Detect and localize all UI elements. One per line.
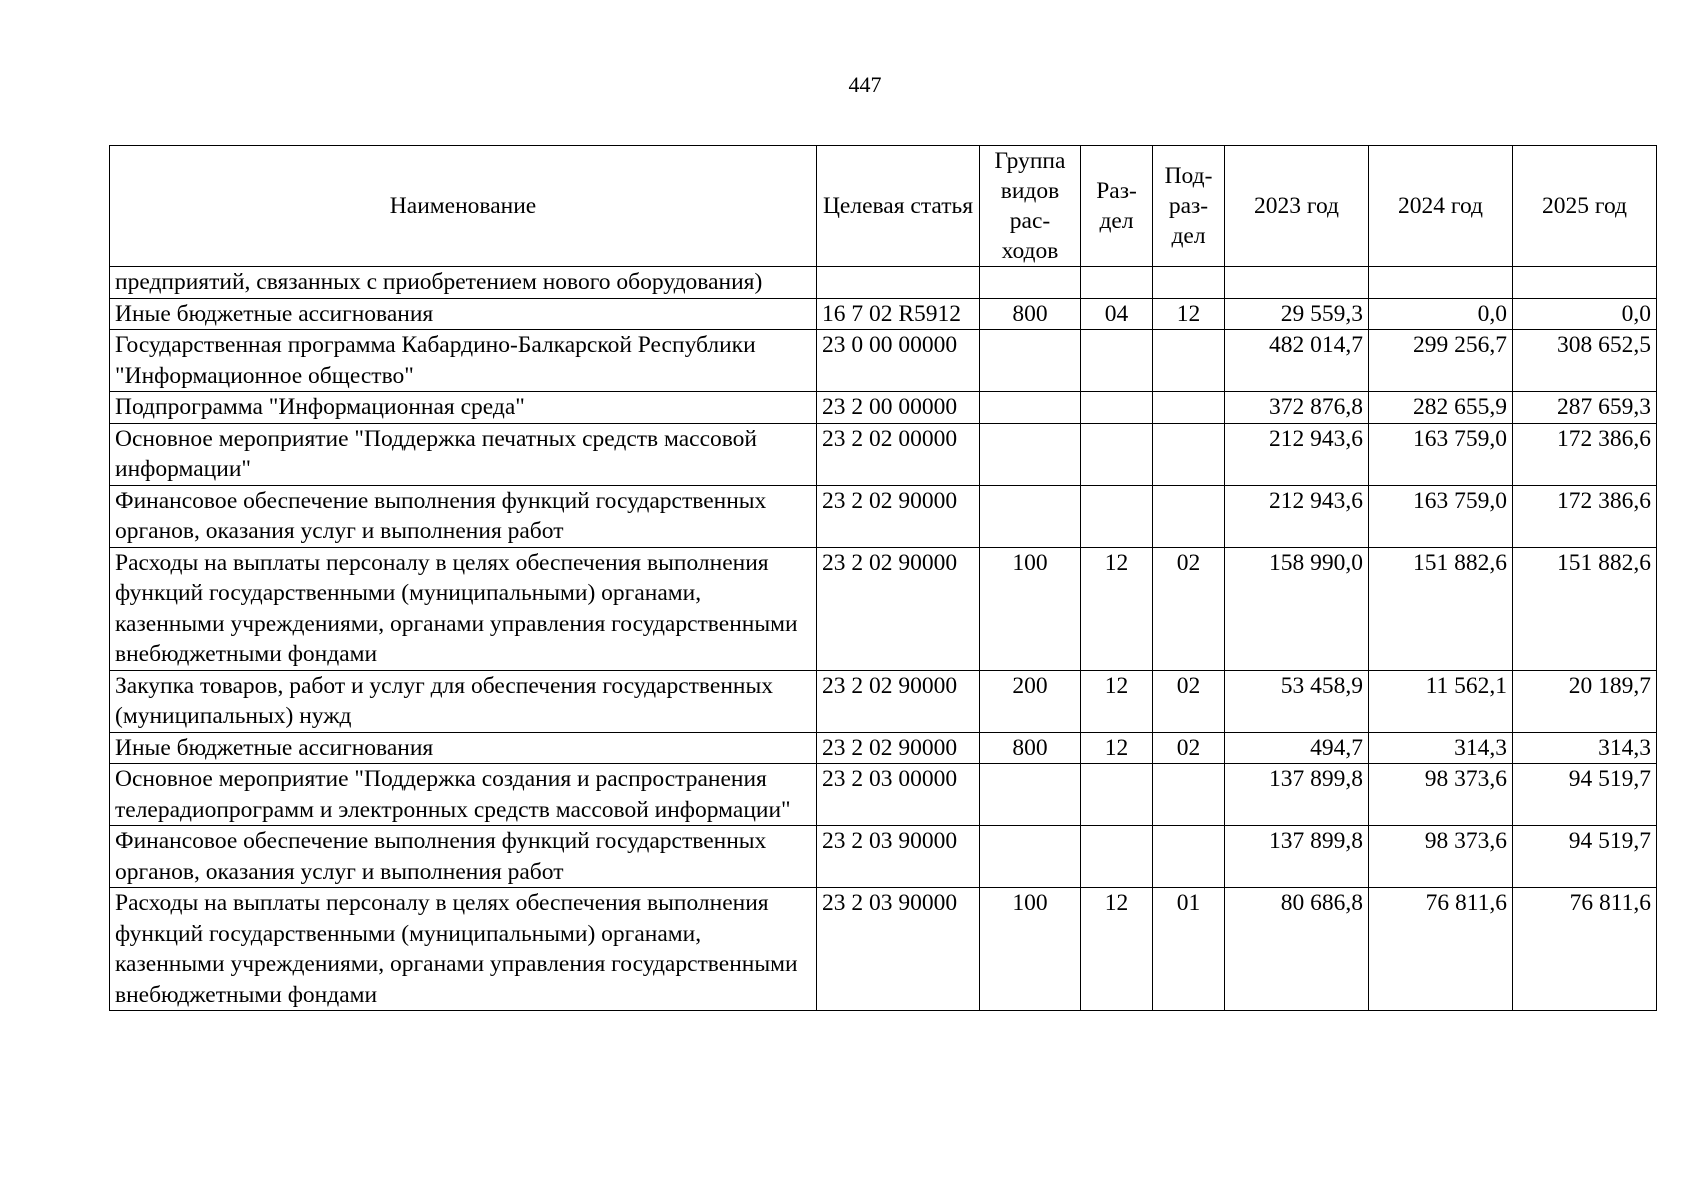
cell-year-2023: 137 899,8	[1225, 764, 1369, 826]
cell-subsection	[1153, 330, 1225, 392]
cell-year-2025: 287 659,3	[1513, 392, 1657, 424]
cell-target-article	[817, 267, 980, 299]
cell-name: предприятий, связанных с приобретением нового оборудования)	[110, 267, 817, 299]
cell-year-2025: 172 386,6	[1513, 423, 1657, 485]
cell-expense-group	[980, 267, 1081, 299]
cell-year-2023: 212 943,6	[1225, 423, 1369, 485]
cell-target-article: 23 2 03 00000	[817, 764, 980, 826]
table-row	[110, 267, 1657, 299]
cell-name: Основное мероприятие "Поддержка печатных средств массовой информации"	[110, 423, 817, 485]
cell-target-article: 23 2 02 00000	[817, 423, 980, 485]
header-target-article: Целевая статья	[817, 146, 980, 267]
cell-subsection: 02	[1153, 732, 1225, 764]
budget-table	[109, 145, 1657, 1011]
cell-year-2025: 0,0	[1513, 298, 1657, 330]
cell-year-2023: 158 990,0	[1225, 547, 1369, 670]
table-header-row	[110, 146, 1657, 267]
header-year-2024: 2024 год	[1369, 146, 1513, 267]
cell-subsection	[1153, 485, 1225, 547]
cell-target-article: 23 2 03 90000	[817, 826, 980, 888]
cell-subsection	[1153, 423, 1225, 485]
table-row	[110, 888, 1657, 1011]
cell-expense-group: 800	[980, 732, 1081, 764]
cell-section	[1081, 392, 1153, 424]
cell-year-2024: 76 811,6	[1369, 888, 1513, 1011]
cell-section	[1081, 423, 1153, 485]
cell-year-2023: 482 014,7	[1225, 330, 1369, 392]
page-number: 447	[848, 72, 882, 97]
table-row	[110, 423, 1657, 485]
cell-name: Финансовое обеспечение выполнения функций государственных органов, оказания услуг и выполнения работ	[110, 485, 817, 547]
cell-name: Закупка товаров, работ и услуг для обеспечения государственных (муниципальных) нужд	[110, 670, 817, 732]
cell-subsection	[1153, 267, 1225, 299]
cell-name: Государственная программа Кабардино-Балкарской Республики "Информационное общество"	[110, 330, 817, 392]
cell-year-2023: 80 686,8	[1225, 888, 1369, 1011]
cell-year-2024	[1369, 267, 1513, 299]
header-expense-group: Группа видов рас-ходов	[980, 146, 1081, 267]
table-row	[110, 485, 1657, 547]
header-section: Раз-дел	[1081, 146, 1153, 267]
cell-expense-group: 100	[980, 888, 1081, 1011]
cell-year-2023: 29 559,3	[1225, 298, 1369, 330]
cell-section: 12	[1081, 732, 1153, 764]
header-year-2025: 2025 год	[1513, 146, 1657, 267]
cell-name: Расходы на выплаты персоналу в целях обеспечения выполнения функций государственными (муниципальными) органами, казенными учреждениями, органами управления государственными внебюджетными фондами	[110, 547, 817, 670]
cell-year-2025: 94 519,7	[1513, 826, 1657, 888]
cell-subsection: 02	[1153, 670, 1225, 732]
cell-section: 04	[1081, 298, 1153, 330]
table-body	[110, 267, 1657, 1011]
cell-section: 12	[1081, 547, 1153, 670]
cell-year-2024: 163 759,0	[1369, 423, 1513, 485]
cell-section	[1081, 267, 1153, 299]
header-subsection: Под-раз-дел	[1153, 146, 1225, 267]
cell-year-2024: 151 882,6	[1369, 547, 1513, 670]
cell-target-article: 23 0 00 00000	[817, 330, 980, 392]
cell-name: Подпрограмма "Информационная среда"	[110, 392, 817, 424]
cell-year-2025: 76 811,6	[1513, 888, 1657, 1011]
cell-subsection	[1153, 392, 1225, 424]
cell-subsection: 12	[1153, 298, 1225, 330]
cell-expense-group	[980, 764, 1081, 826]
cell-year-2025: 314,3	[1513, 732, 1657, 764]
table-row	[110, 392, 1657, 424]
cell-target-article: 16 7 02 R5912	[817, 298, 980, 330]
table-row	[110, 670, 1657, 732]
cell-year-2024: 314,3	[1369, 732, 1513, 764]
cell-year-2023: 372 876,8	[1225, 392, 1369, 424]
table-row	[110, 826, 1657, 888]
cell-year-2023: 137 899,8	[1225, 826, 1369, 888]
cell-year-2023: 494,7	[1225, 732, 1369, 764]
cell-target-article: 23 2 02 90000	[817, 547, 980, 670]
cell-section	[1081, 826, 1153, 888]
cell-year-2024: 163 759,0	[1369, 485, 1513, 547]
cell-section: 12	[1081, 888, 1153, 1011]
table-row	[110, 330, 1657, 392]
cell-name: Расходы на выплаты персоналу в целях обеспечения выполнения функций государственными (муниципальными) органами, казенными учреждениями, органами управления государственными внебюджетными фондами	[110, 888, 817, 1011]
cell-name: Иные бюджетные ассигнования	[110, 732, 817, 764]
cell-target-article: 23 2 02 90000	[817, 732, 980, 764]
cell-subsection	[1153, 764, 1225, 826]
cell-year-2023	[1225, 267, 1369, 299]
table-row	[110, 547, 1657, 670]
cell-subsection: 01	[1153, 888, 1225, 1011]
cell-year-2024: 98 373,6	[1369, 826, 1513, 888]
cell-year-2025: 20 189,7	[1513, 670, 1657, 732]
cell-expense-group	[980, 826, 1081, 888]
cell-name: Иные бюджетные ассигнования	[110, 298, 817, 330]
cell-name: Финансовое обеспечение выполнения функций государственных органов, оказания услуг и выполнения работ	[110, 826, 817, 888]
cell-section	[1081, 330, 1153, 392]
cell-year-2024: 282 655,9	[1369, 392, 1513, 424]
cell-section	[1081, 485, 1153, 547]
cell-name: Основное мероприятие "Поддержка создания и распространения телерадиопрограмм и электронных средств массовой информации"	[110, 764, 817, 826]
cell-expense-group	[980, 423, 1081, 485]
cell-expense-group: 200	[980, 670, 1081, 732]
cell-year-2024: 98 373,6	[1369, 764, 1513, 826]
cell-year-2025: 94 519,7	[1513, 764, 1657, 826]
cell-year-2024: 11 562,1	[1369, 670, 1513, 732]
table-row	[110, 732, 1657, 764]
cell-target-article: 23 2 03 90000	[817, 888, 980, 1011]
cell-expense-group	[980, 485, 1081, 547]
cell-expense-group	[980, 330, 1081, 392]
cell-year-2024: 299 256,7	[1369, 330, 1513, 392]
cell-target-article: 23 2 00 00000	[817, 392, 980, 424]
header-year-2023: 2023 год	[1225, 146, 1369, 267]
header-name: Наименование	[110, 146, 817, 267]
cell-section: 12	[1081, 670, 1153, 732]
table-row	[110, 764, 1657, 826]
cell-target-article: 23 2 02 90000	[817, 670, 980, 732]
cell-target-article: 23 2 02 90000	[817, 485, 980, 547]
cell-year-2025	[1513, 267, 1657, 299]
cell-expense-group: 800	[980, 298, 1081, 330]
cell-expense-group: 100	[980, 547, 1081, 670]
cell-year-2024: 0,0	[1369, 298, 1513, 330]
cell-section	[1081, 764, 1153, 826]
cell-year-2025: 172 386,6	[1513, 485, 1657, 547]
cell-year-2025: 151 882,6	[1513, 547, 1657, 670]
cell-subsection	[1153, 826, 1225, 888]
cell-year-2023: 53 458,9	[1225, 670, 1369, 732]
cell-expense-group	[980, 392, 1081, 424]
cell-subsection: 02	[1153, 547, 1225, 670]
table-row	[110, 298, 1657, 330]
cell-year-2025: 308 652,5	[1513, 330, 1657, 392]
cell-year-2023: 212 943,6	[1225, 485, 1369, 547]
